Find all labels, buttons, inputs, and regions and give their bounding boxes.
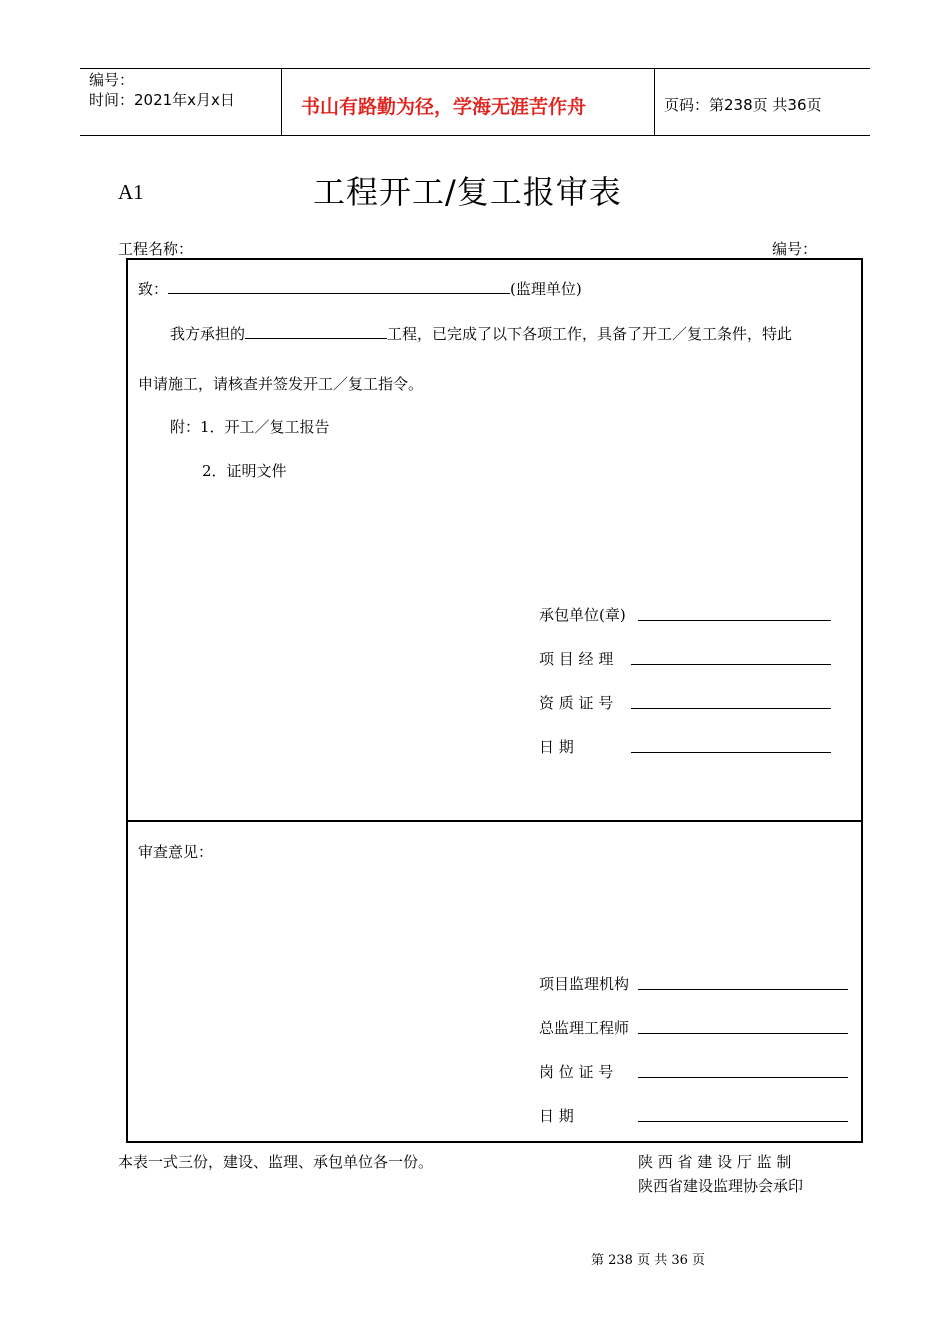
qualification-label: 资 质 证 号 — [539, 694, 614, 712]
page-title: 工程开工/复工报审表 — [313, 173, 622, 211]
to-label: 致： — [138, 280, 169, 298]
attachment-2: 2．证明文件 — [202, 462, 287, 480]
project-manager-field[interactable] — [631, 664, 831, 665]
supervision-unit-field[interactable] — [168, 278, 510, 294]
body-line-1 — [170, 323, 792, 344]
contractor-unit-field[interactable] — [638, 620, 831, 621]
issuer-line-1: 陕 西 省 建 设 厅 监 制 — [638, 1153, 792, 1171]
to-line — [138, 278, 582, 299]
to-suffix: (监理单位) — [510, 280, 582, 298]
form-section-divider — [126, 820, 863, 822]
position-cert-field[interactable] — [638, 1077, 848, 1078]
form-code: A1 — [118, 180, 144, 204]
issuer-line-2: 陕西省建设监理协会承印 — [638, 1177, 804, 1195]
contractor-date-field[interactable] — [631, 752, 831, 753]
time-label: 时间：2021年x月x日 — [89, 91, 235, 109]
header-bottom-rule — [80, 135, 870, 136]
header-page-info: 页码：第238页 共36页 — [664, 96, 822, 114]
header-top-rule — [80, 68, 870, 69]
project-field[interactable] — [245, 323, 387, 339]
footer-page-number: 第 238 页 共 36 页 — [591, 1253, 706, 1268]
motto: 书山有路勤为径，学海无涯苦作舟 — [301, 96, 587, 118]
attachment-1: 附：1．开工／复工报告 — [170, 418, 330, 436]
body-suffix: 工程，已完成了以下各项工作，具备了开工／复工条件，特此 — [387, 325, 793, 343]
supervision-org-field[interactable] — [638, 989, 848, 990]
body-line-2: 申请施工，请核查并签发开工／复工指令。 — [138, 375, 424, 393]
supervisor-date-label: 日 期 — [539, 1107, 574, 1125]
project-manager-label: 项 目 经 理 — [539, 650, 614, 668]
supervision-org-label: 项目监理机构 — [539, 975, 630, 993]
header-divider-2 — [654, 68, 655, 136]
position-cert-label: 岗 位 证 号 — [539, 1063, 614, 1081]
contractor-date-label: 日 期 — [539, 738, 574, 756]
project-name-label: 工程名称： — [118, 240, 194, 258]
copies-note: 本表一式三份，建设、监理、承包单位各一份。 — [118, 1153, 434, 1171]
qualification-field[interactable] — [631, 708, 831, 709]
review-label: 审查意见： — [138, 843, 214, 861]
number-label: 编号： — [772, 240, 818, 258]
body-prefix: 我方承担的 — [170, 325, 246, 343]
header-divider-1 — [281, 68, 282, 136]
serial-label: 编号： — [89, 71, 135, 89]
contractor-unit-label: 承包单位(章) — [539, 606, 626, 624]
supervisor-date-field[interactable] — [638, 1121, 848, 1122]
chief-engineer-field[interactable] — [638, 1033, 848, 1034]
chief-engineer-label: 总监理工程师 — [539, 1019, 630, 1037]
